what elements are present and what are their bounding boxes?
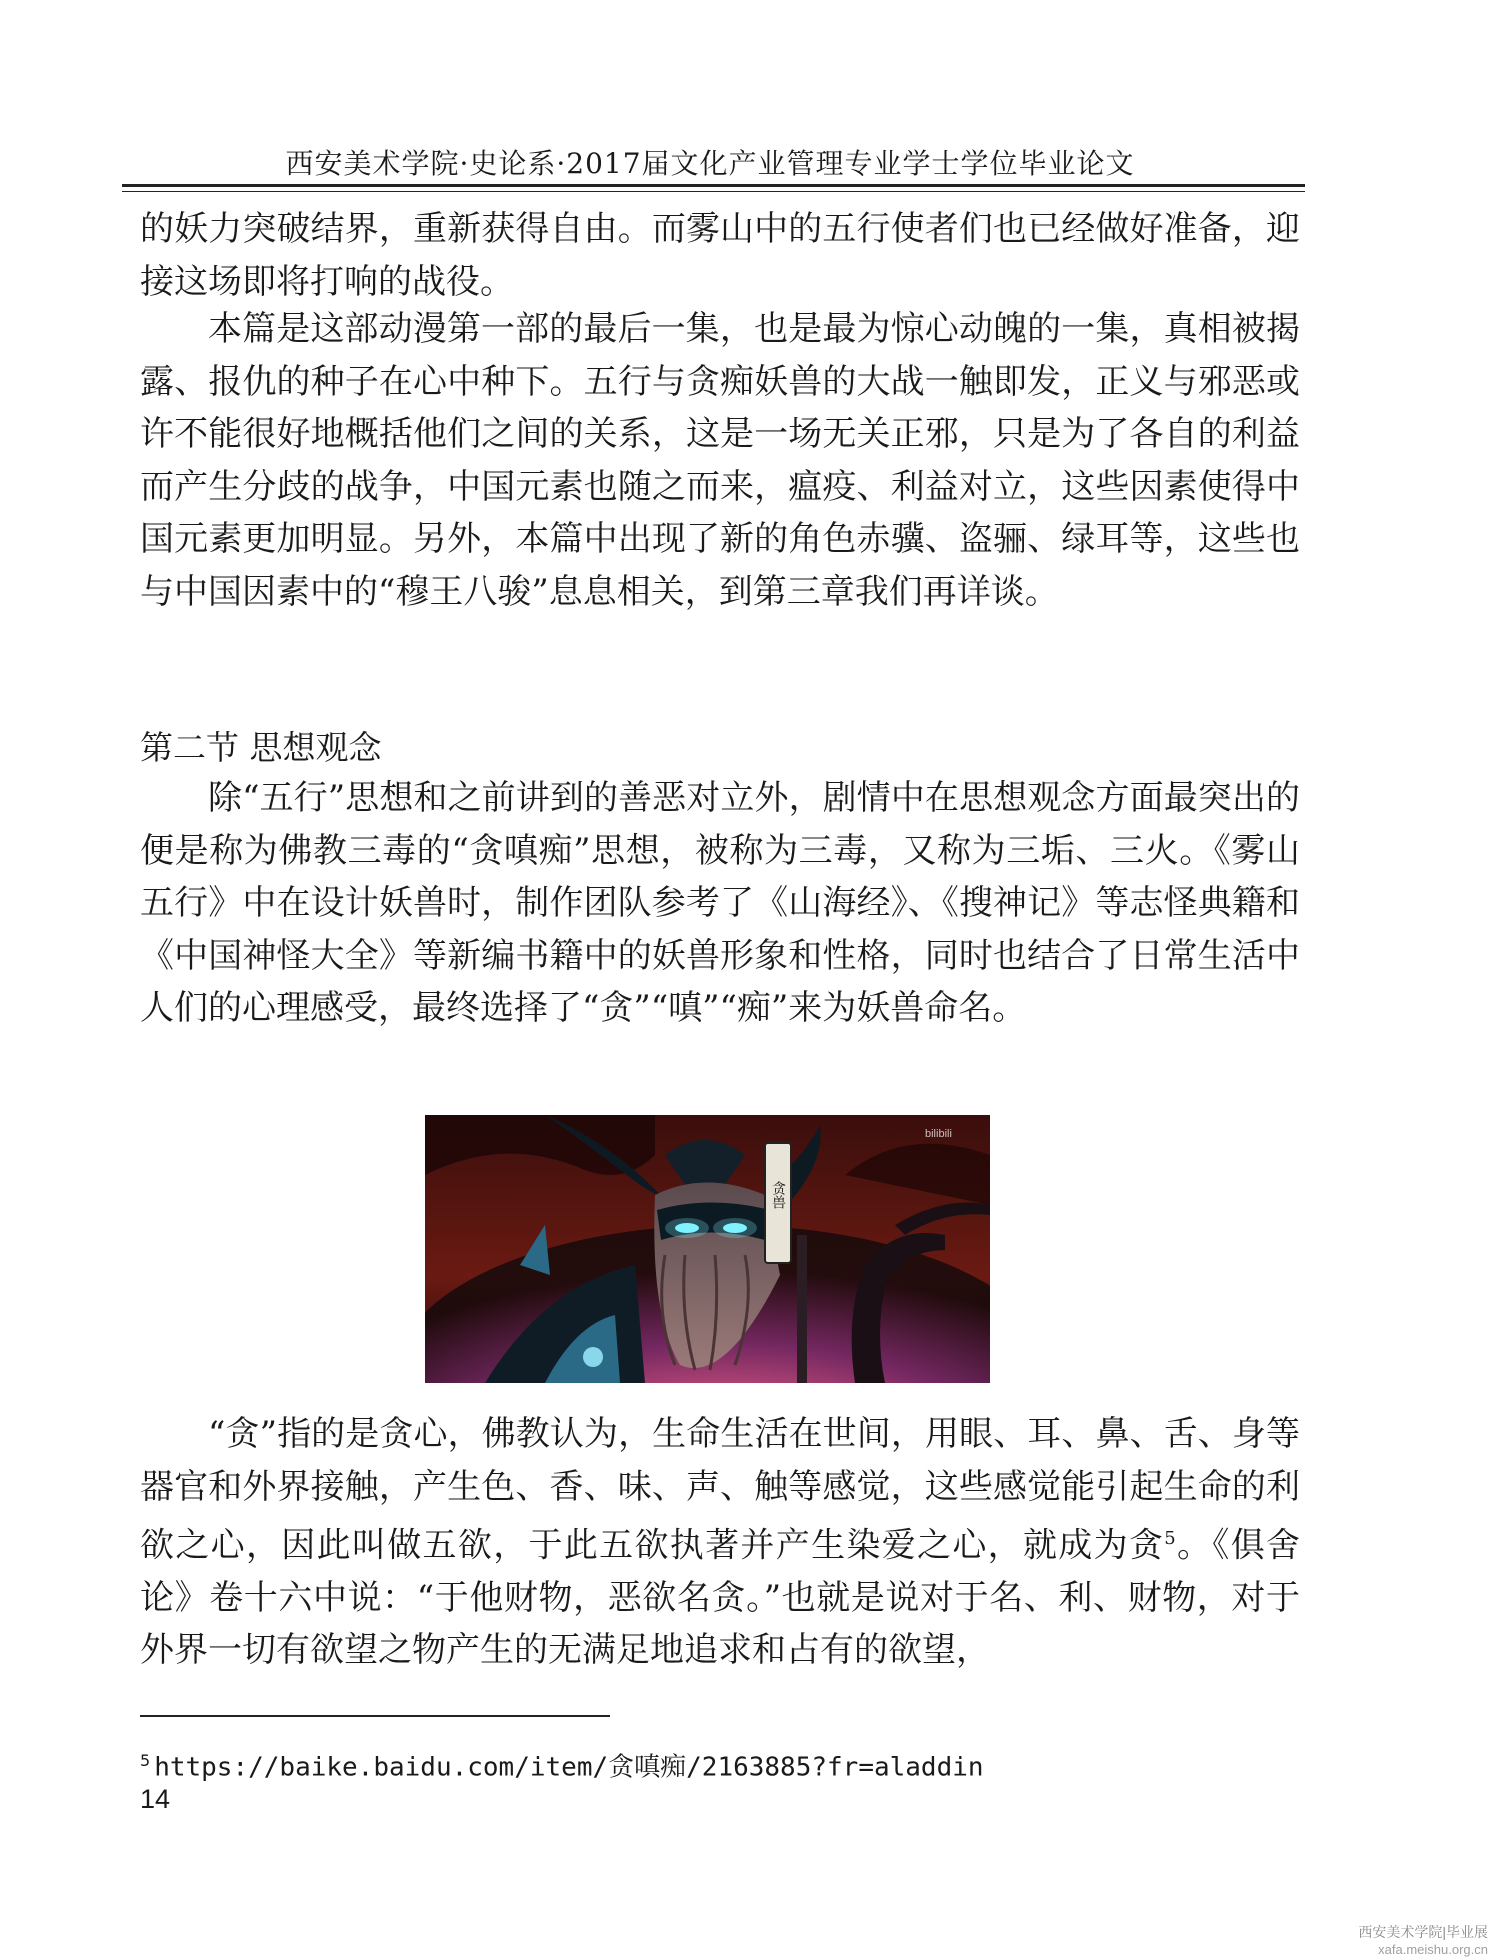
page-number: 14 [140, 1784, 171, 1814]
paragraph-ideology: 除“五行”思想和之前讲到的善恶对立外，剧情中在思想观念方面最突出的便是称为佛教三毒的“贪嗔痴”思想，被称为三毒，又称为三垢、三火。《雾山五行》中在设计妖兽时，制作团队参考了《山海经》、《搜神记》等志怪典籍和《中国神怪大全》等新编书籍中的妖兽形象和性格，同时也结合了日常生活中人们的心理感受，最终选择了“贪”“嗔”“痴”来为妖兽命名。 [140, 778, 1300, 1028]
site-watermark-logo: 西安美术学院|毕业展 [1358, 1924, 1488, 1940]
footnote [140, 1745, 984, 1784]
section-heading: 第二节 思想观念 [140, 728, 382, 767]
figure-illustration [425, 1115, 990, 1383]
running-header: 西安美术学院·史论系·2017届文化产业管理专业学士学位毕业论文 [285, 147, 1135, 180]
footnote-ref: 5 [1164, 1528, 1176, 1549]
paragraph-greed-text-b: 。《俱舍论》卷十六中说：“于他财物，恶欲名贪。”也就是说对于名、利、财物，对于外界一切有欲望之物产生的无满足地追求和占有的欲望， [140, 1525, 1301, 1671]
header-rule-thin [122, 191, 1305, 192]
paragraph-continuation: 的妖力突破结界，重新获得自由。而雾山中的五行使者们也已经做好准备，迎接这场即将打响的战役。 [140, 209, 1300, 302]
scroll-label: 贪兽 [770, 1181, 786, 1209]
paragraph-greed-text-a: “贪”指的是贪心，佛教认为，生命生活在世间，用眼、耳、鼻、舌、身等器官和外界接触，产生色、香、味、声、触等感觉，这些感觉能引起生命的利欲之心，因此叫做五欲，于此五欲执著并产生染爱之心，就成为贪 [140, 1414, 1300, 1566]
paragraph-greed [140, 1408, 1300, 1677]
footnote-number: 5 [140, 1751, 151, 1770]
site-watermark-url: xafa.meishu.org.cn [1378, 1942, 1488, 1957]
footnote-rule [140, 1715, 610, 1717]
figure-watermark: bilibili [925, 1128, 952, 1140]
paragraph-episode-summary: 本篇是这部动漫第一部的最后一集，也是最为惊心动魄的一集，真相被揭露、报仇的种子在心中种下。五行与贪痴妖兽的大战一触即发，正义与邪恶或许不能很好地概括他们之间的关系，这是一场无关正邪，只是为了各自的利益而产生分歧的战争，中国元素也随之而来，瘟疫、利益对立，这些因素使得中国元素更加明显。另外，本篇中出现了新的角色赤骥、盗骊、绿耳等，这些也与中国因素中的“穆王八骏”息息相关，到第三章我们再详谈。 [140, 309, 1300, 612]
header-rule-thick [122, 184, 1305, 187]
figure-greed-beast [425, 1115, 990, 1383]
footnote-url: https://baike.baidu.com/item/贪嗔痴/2163885?fr=aladdin [154, 1752, 984, 1783]
site-watermark [1358, 1922, 1488, 1957]
